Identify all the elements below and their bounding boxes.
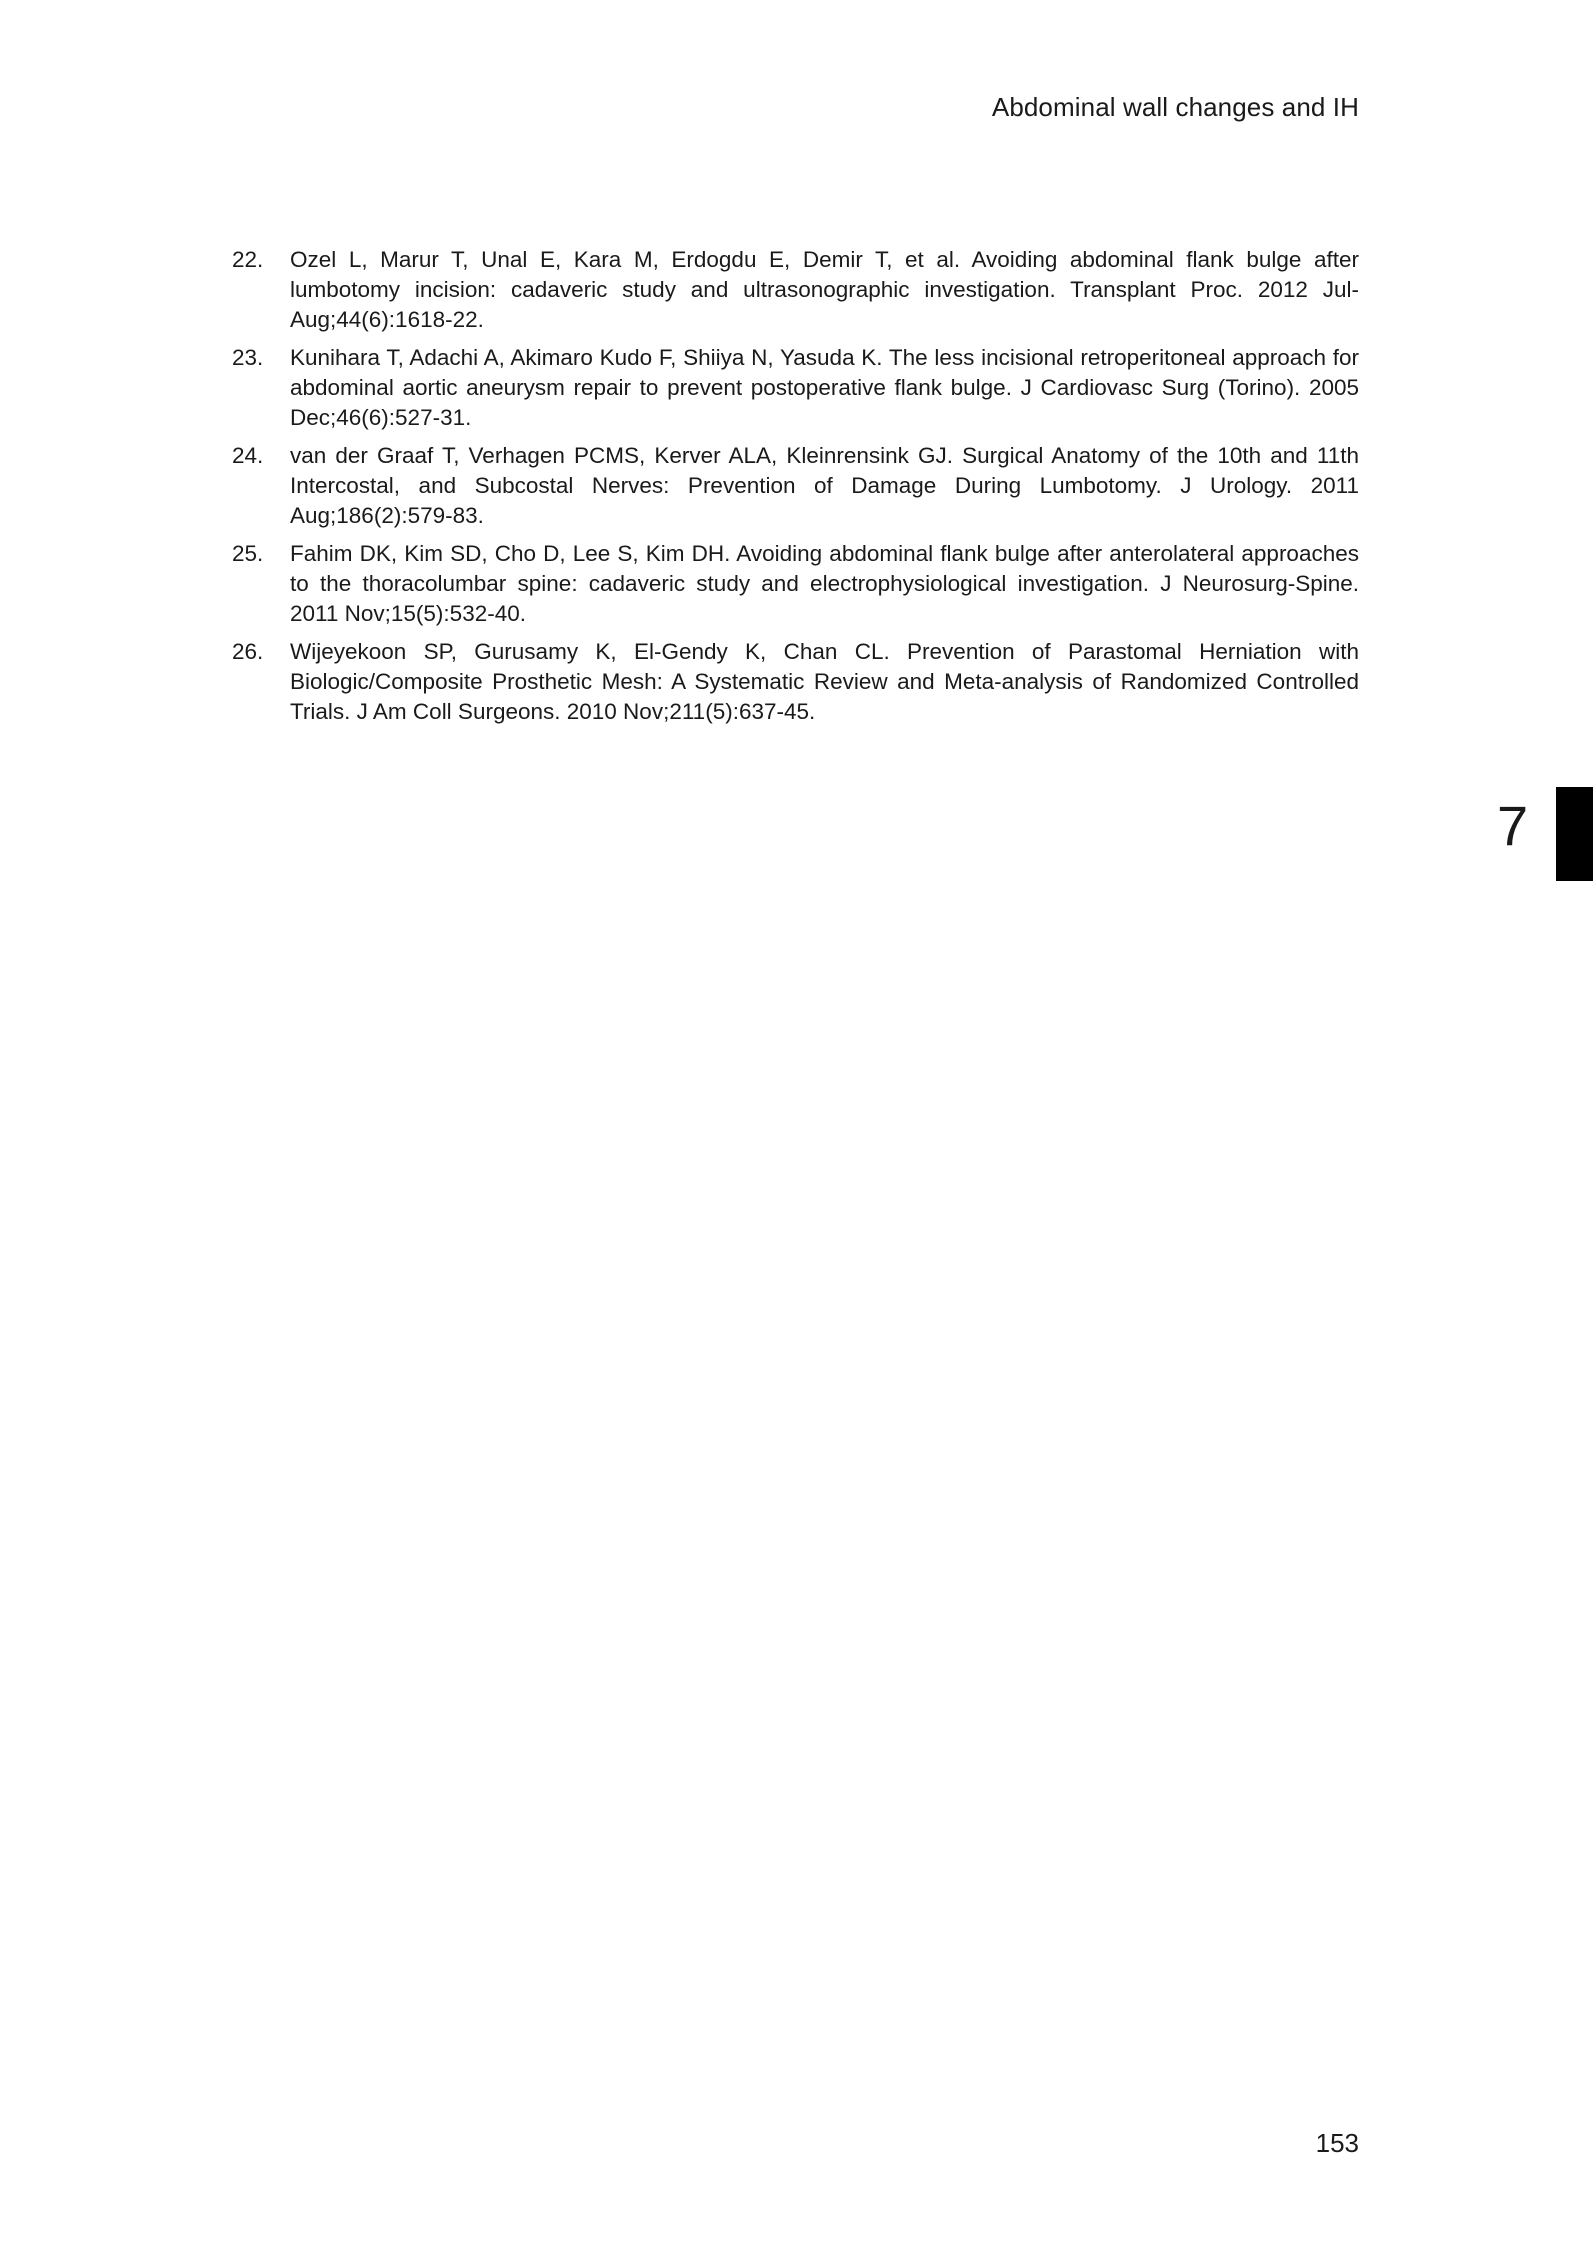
reference-number: 23. [232,345,264,370]
reference-item [232,637,1359,727]
reference-item [232,343,1359,433]
reference-text: Wijeyekoon SP, Gurusamy K, El-Gendy K, Chan CL. Prevention of Parastomal Herniation with Biologic/Composite Prosthetic Mesh: A Systematic Review and Meta-analysis of Randomized Controlled Trials. J Am Coll Surgeons. 2010 Nov;211(5):637-45. [290,639,1359,724]
reference-number: 26. [232,639,264,664]
running-header: Abdominal wall changes and IH [991,92,1359,122]
reference-text: Kunihara T, Adachi A, Akimaro Kudo F, Shiiya N, Yasuda K. The less incisional retroperitoneal approach for abdominal aortic aneurysm repair to prevent postoperative flank bulge. J Cardiovasc Surg (Torino). 2005 Dec;46(6):527-31. [290,345,1359,430]
reference-item [232,441,1359,531]
reference-text: van der Graaf T, Verhagen PCMS, Kerver ALA, Kleinrensink GJ. Surgical Anatomy of the 10th and 11th Intercostal, and Subcostal Nerves: Prevention of Damage During Lumbotomy. J Urology. 2011 Aug;186(2):579-83. [290,443,1359,528]
reference-item [232,539,1359,629]
reference-number: 22. [232,247,264,272]
chapter-number: 7 [1497,794,1529,857]
reference-text: Ozel L, Marur T, Unal E, Kara M, Erdogdu E, Demir T, et al. Avoiding abdominal flank bulge after lumbotomy incision: cadaveric study and ultrasonographic investigation. Transplant Proc. 2012 Jul-Aug;44(6):1618-22. [290,247,1359,332]
reference-list [232,245,1359,735]
page-number: 153 [1315,2128,1359,2158]
reference-text: Fahim DK, Kim SD, Cho D, Lee S, Kim DH. Avoiding abdominal flank bulge after anterolateral approaches to the thoracolumbar spine: cadaveric study and electrophysiological investigation. J Neurosurg-Spine. 2011 Nov;15(5):532-40. [290,541,1359,626]
reference-number: 25. [232,541,264,566]
reference-number: 24. [232,443,264,468]
chapter-tab [1556,787,1593,881]
reference-item [232,245,1359,335]
